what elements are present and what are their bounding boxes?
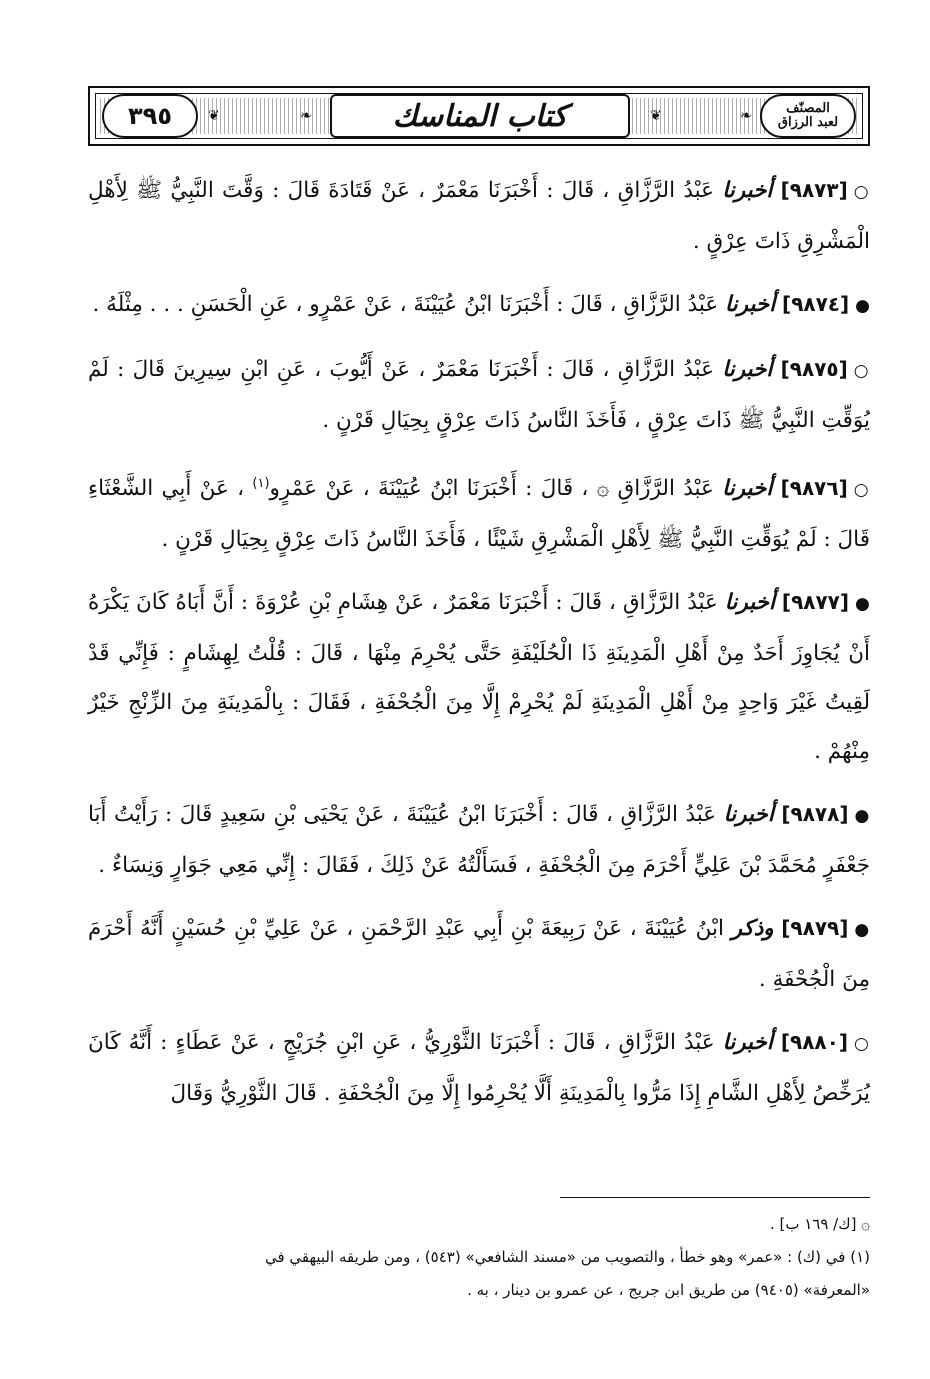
entry-marker-icon: ○ xyxy=(853,1034,870,1055)
entry-marker-icon: ● xyxy=(855,296,870,316)
chapter-title-cartouche xyxy=(330,94,630,138)
entry-marker-icon: ● xyxy=(854,920,870,941)
hadith-text: عَبْدُ الرَّزَّاقِ ، قَالَ : أَخْبَرَنَا ابْنُ عُيَيْنَةَ ، عَنْ عَمْرٍو ، عَنِ الْحَسَنِ . . . مِثْلَهُ . xyxy=(92,292,719,317)
chapter-title: كتاب المناسك xyxy=(392,98,568,134)
flourish-icon: ❧ xyxy=(740,108,752,124)
page-number: ٣٩٥ xyxy=(128,102,172,130)
hadith-lead-word: أخبرنا xyxy=(724,590,775,616)
flourish-icon: ❧ xyxy=(300,108,312,124)
flourish-icon: ❦ xyxy=(208,108,220,124)
hadith-lead-word: أخبرنا xyxy=(723,802,774,828)
book-logo xyxy=(778,102,838,129)
hadith-number: [٩٨٧٨] xyxy=(781,802,849,827)
hadith-text: ، عَنْ أَبِي الشَّعْثَاءِ قَالَ : لَمْ يُوَقِّتِ النَّبِيُّ ﷺ لِأَهْلِ الْمَشْرِقِ شَيْئًا ، فَأَخَذَ النَّاسُ ذَاتَ عِرْقٍ بِحِيَالِ قَرْنٍ . xyxy=(88,476,870,553)
page-number-cartouche xyxy=(102,94,198,138)
hadith-text: ابْنُ عُيَيْنَةَ ، عَنْ رَبِيعَةَ بْنِ أَبِي عَبْدِ الرَّحْمَنِ ، عَنْ عَلِيِّ بْنِ حُسَيْنٍ أَنَّهُ أَحْرَمَ مِنَ الْجُحْفَةِ . xyxy=(88,916,870,993)
entry-marker-icon: ○ xyxy=(853,361,870,381)
book-logo-line1: المصنّف xyxy=(786,101,830,117)
footnote-1-line-1: (١) في (ك) : «عمر» وهو خطأ ، والتصويب من «مسند الشافعي» (٥٤٣) ، ومن طريقه البيهقي في xyxy=(264,1248,870,1266)
footnote-reference: (١) xyxy=(252,476,270,491)
hadith-lead-word: أخبرنا xyxy=(722,476,773,502)
hadith-entry-9880 xyxy=(88,1018,870,1118)
hadith-text: عَبْدُ الرَّزَّاقِ ، قَالَ : أَخْبَرَنَا الثَّوْرِيُّ ، عَنِ ابْنِ جُرَيْجٍ ، عَنْ عَطَاءٍ : أَنَّهُ كَانَ يُرَخِّصُ لِأَهْلِ الشَّامِ إِذَا مَرُّوا بِالْمَدِينَةِ أَلَّا يُحْرِمُوا إِلَّا مِنَ الْجُحْفَةِ . قَالَ الثَّوْرِيُّ وَقَالَ xyxy=(88,1030,870,1107)
page-header xyxy=(88,86,870,146)
hadith-lead-word: أخبرنا xyxy=(722,1030,773,1056)
flourish-icon: ❦ xyxy=(650,108,662,124)
hadith-lead-word: أخبرنا xyxy=(722,357,773,382)
hadith-text: عَبْدُ الرَّزَّاقِ ۞ ، قَالَ : أَخْبَرَنَا ابْنُ عُيَيْنَةَ ، عَنْ عَمْرٍو xyxy=(269,476,714,502)
hadith-number: [٩٨٧٦] xyxy=(780,476,848,501)
hadith-number: [٩٨٧٧] xyxy=(781,590,850,615)
entry-marker-icon: ● xyxy=(854,806,870,827)
hadith-entry-9877 xyxy=(88,578,870,776)
hadith-entry-9878 xyxy=(88,790,870,890)
hadith-lead-word: أخبرنا xyxy=(722,178,773,203)
hadith-entry-9874 xyxy=(88,280,870,331)
manuscript-reference: ۞ [ك/ ١٦٩ ب] . xyxy=(769,1215,870,1233)
book-logo-line2: لعبد الرزاق xyxy=(777,115,839,130)
hadith-lead-word: أخبرنا xyxy=(725,292,776,317)
footnotes xyxy=(88,1208,870,1307)
footnote-1-line-2: «المعرفة» (٩٤٠٥) من طريق ابن جريج ، عن عمرو بن دينار ، به . xyxy=(467,1281,870,1299)
entry-marker-icon: ● xyxy=(855,594,870,615)
book-logo-cartouche xyxy=(760,94,856,138)
entry-marker-icon: ○ xyxy=(853,182,870,202)
hadith-text-body xyxy=(88,166,870,1132)
hadith-entry-9879 xyxy=(88,904,870,1004)
hadith-number: [٩٨٧٩] xyxy=(781,916,849,941)
entry-marker-icon: ○ xyxy=(853,480,870,501)
hadith-text: عَبْدُ الرَّزَّاقِ ، قَالَ : أَخْبَرَنَا ابْنُ عُيَيْنَةَ ، عَنْ يَحْيَى بْنِ سَعِيدٍ قَالَ : رَأَيْتُ أَبَا جَعْفَرٍ مُحَمَّدَ بْنَ عَلِيٍّ أَحْرَمَ مِنَ الْجُحْفَةِ ، فَسَأَلْتُهُ عَنْ ذَلِكَ ، فَقَالَ : إِنِّي مَعِي جَوَارٍ وَنِسَاءٌ . xyxy=(88,802,870,879)
hadith-text: عَبْدُ الرَّزَّاقِ ، قَالَ : أَخْبَرَنَا مَعْمَرٌ ، عَنْ أَيُّوبَ ، عَنِ ابْنِ سِيرِينَ قَالَ : لَمْ يُوَقِّتِ النَّبِيُّ ﷺ ذَاتَ عِرْقٍ ، فَأَخَذَ النَّاسُ ذَاتَ عِرْقٍ بِحِيَالِ قَرْنٍ . xyxy=(88,357,870,433)
hadith-entry-9876 xyxy=(88,459,870,564)
hadith-lead-word: وذكر xyxy=(731,916,774,942)
hadith-number: [٩٨٧٤] xyxy=(782,292,850,316)
footnote-divider xyxy=(560,1197,870,1198)
hadith-number: [٩٨٨٠] xyxy=(780,1030,848,1055)
hadith-entry-9875 xyxy=(88,345,870,445)
hadith-entry-9873 xyxy=(88,166,870,266)
hadith-text: عَبْدُ الرَّزَّاقِ ، قَالَ : أَخْبَرَنَا مَعْمَرٌ ، عَنْ هِشَامِ بْنِ عُرْوَةَ : أَنَّ أَبَاهُ كَانَ يَكْرَهُ أَنْ يُجَاوِزَ أَحَدٌ مِنْ أَهْلِ الْمَدِينَةِ ذَا الْحُلَيْفَةِ حَتَّى يُحْرِمَ مِنْهَا ، قَالَ : قُلْتُ لِهِشَامٍ : فَإِنِّي قَدْ لَقِيتُ غَيْرَ وَاحِدٍ مِنْ أَهْلِ الْمَدِينَةِ لَمْ يُحْرِمْ إِلَّا مِنَ الْجُحْفَةِ ، فَقَالَ : بِالْمَدِينَةِ مِنَ الزِّنْجِ خَيْرٌ مِنْهُمْ . xyxy=(88,590,870,765)
hadith-text: عَبْدُ الرَّزَّاقِ ، قَالَ : أَخْبَرَنَا مَعْمَرٌ ، عَنْ قَتَادَةَ قَالَ : وَقَّتَ النَّبِيُّ ﷺ لِأَهْلِ الْمَشْرِقِ ذَاتَ عِرْقٍ . xyxy=(88,178,870,254)
hadith-number: [٩٨٧٥] xyxy=(780,357,848,381)
hadith-number: [٩٨٧٣] xyxy=(780,178,848,202)
